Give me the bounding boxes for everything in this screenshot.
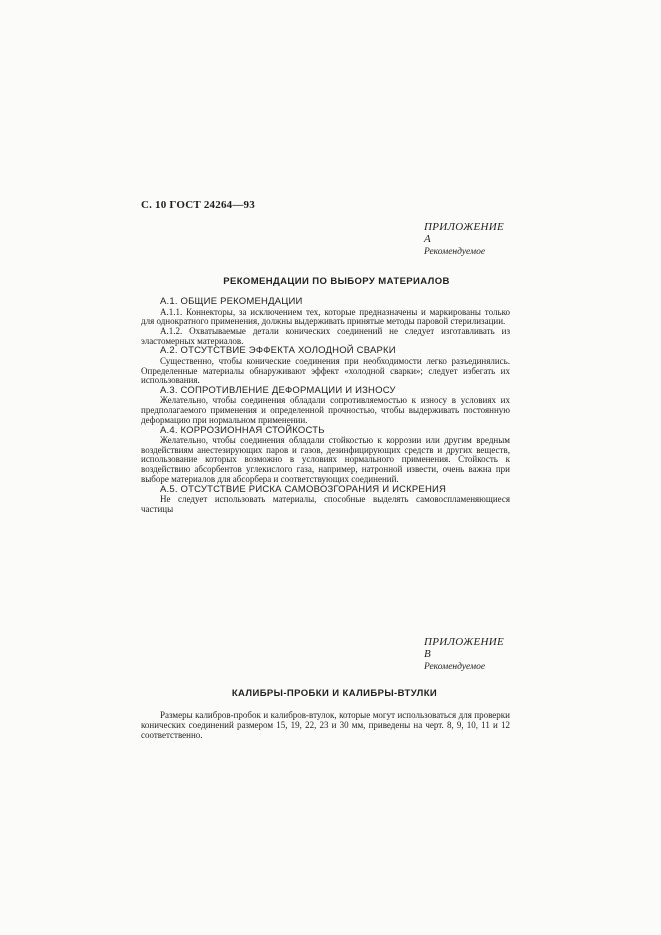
appendix-b-title: КАЛИБРЫ-ПРОБКИ И КАЛИБРЫ-ВТУЛКИ [231,688,438,699]
appendix-a-status: Рекомендуемое [424,247,486,257]
page-header: С. 10 ГОСТ 24264—93 [141,199,255,211]
section-a4 [141,426,510,485]
appendix-a-title: РЕКОМЕНДАЦИИ ПО ВЫБОРУ МАТЕРИАЛОВ [223,276,450,287]
appendix-a-label: ПРИЛОЖЕНИЕ А [424,221,504,245]
paragraph: Размеры калибров-пробок и калибров-втулок, которые могут использоваться для проверки конических соединений размером 15, 19, 22, 23 и 30 мм, приведены на черт. 8, 9, 10, 11 и 12 соответственно. [141,710,510,740]
section-heading: А.3. СОПРОТИВЛЕНИЕ ДЕФОРМАЦИИ И ИЗНОСУ [160,384,396,396]
section-heading: А.1. ОБЩИЕ РЕКОМЕНДАЦИИ [160,296,303,307]
paragraph: Желательно, чтобы соединения обладали сопротивляемостью к износу в условиях их предполагаемого применения и определенной прочностью, чтобы выдерживать постоянную деформацию при нормальном применении. [141,395,510,425]
appendix-b-label-block [424,636,509,672]
paragraph: Не следует использовать материалы, способные выделять самовоспламеняющиеся частицы [141,494,510,514]
appendix-a-body [141,297,510,514]
section-a2 [141,346,510,386]
appendix-b-label: ПРИЛОЖЕНИЕ В [424,636,504,660]
section-a5 [141,485,510,515]
section-heading: А.5. ОТСУТСТВИЕ РИСКА САМОВОЗГОРАНИЯ И ИСКРЕНИЯ [160,483,447,495]
section-a1 [141,297,510,346]
section-a3 [141,386,510,426]
appendix-b-body [141,710,510,740]
paragraph: А.1.2. Охватываемые детали конических соединений не следует изготавливать из эластомерных материалов. [141,325,510,346]
section-heading: А.2. ОТСУТСТВИЕ ЭФФЕКТА ХОЛОДНОЙ СВАРКИ [160,345,396,357]
paragraph: Желательно, чтобы соединения обладали стойкостью к коррозии или другим вредным воздействиям анестезирующих паров и газов, дезинфицирующих средств и других веществ, использование которых возможно в условиях нормального применения. Стойкость к воздействию абсорбентов углекислого газа, например, натронной извести, очень важна при выборе материалов для абсорбера и соответствующих соединений. [141,435,510,484]
section-heading: А.4. КОРРОЗИОННАЯ СТОЙКОСТЬ [160,424,325,436]
paragraph: А.1.1. Коннекторы, за исключением тех, которые предназначены и маркированы только для однократного применения, должны выдерживать принятые методы паровой стерилизации. [141,306,510,327]
appendix-a-label-block [424,221,509,257]
paragraph: Существенно, чтобы конические соединения при необходимости легко разъединялись. Определенные материалы обнаруживают эффект «холодной сварки»; следует избегать их использования. [141,355,510,386]
appendix-b-status: Рекомендуемое [424,662,486,672]
